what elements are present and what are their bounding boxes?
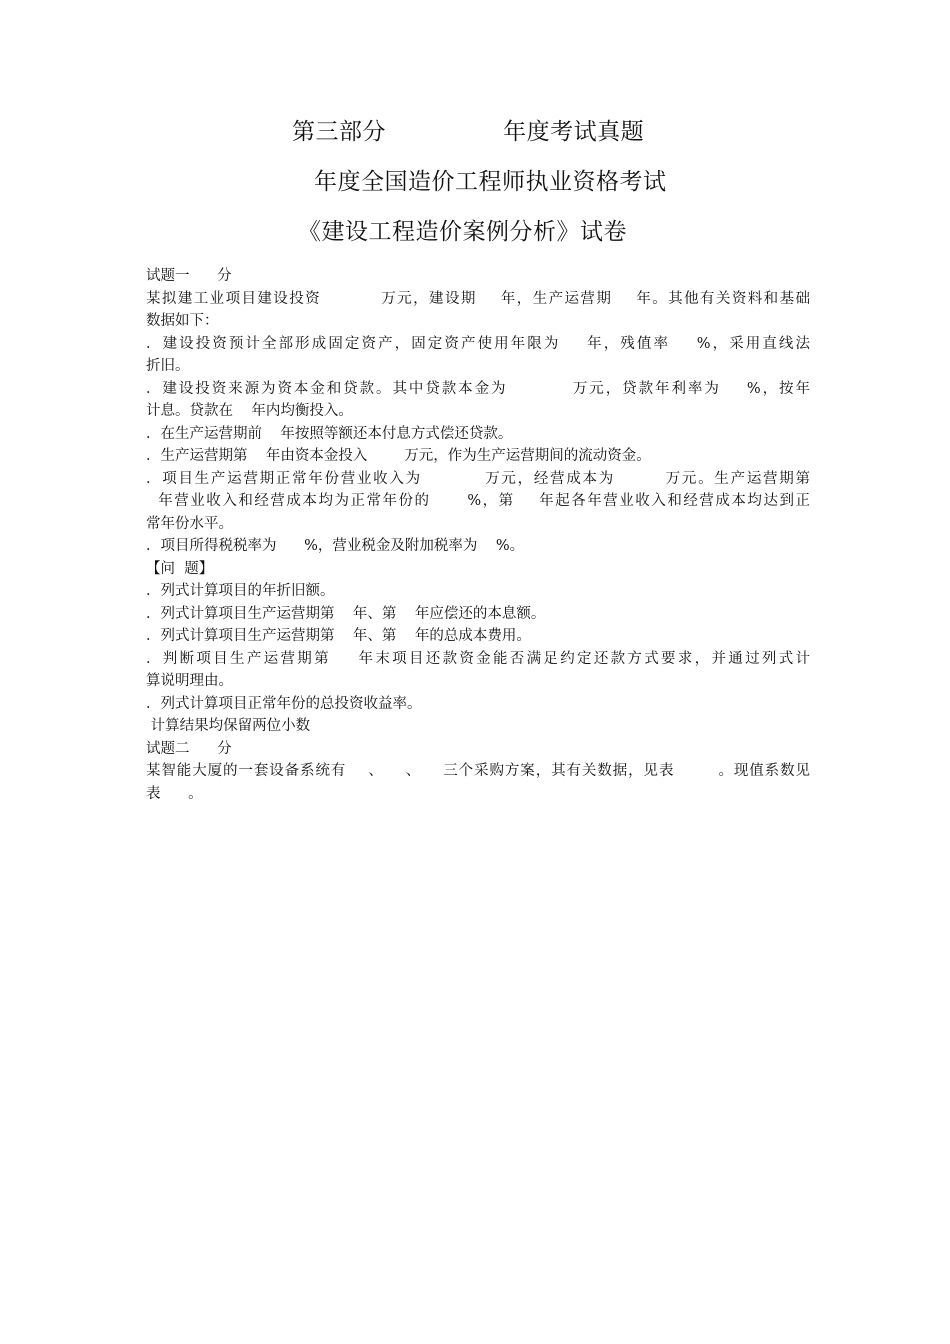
text-line: 计算结果均保留两位小数 [146,718,311,734]
section-title: 第三部分 年度考试真题 [292,119,645,145]
text-line: ．列式计算项目的年折旧额。 [146,583,335,599]
text-line: 数据如下： [146,313,219,329]
paper-title: 《建设工程造价案例分析》试卷 [298,219,627,245]
text-line: 计息。贷款在 年内均衡投入。 [146,403,353,419]
text-line: 折旧。 [146,358,190,374]
text-line: 【问 题】 [146,560,214,577]
text-line: 常年份水平。 [146,515,233,532]
text-line: 算说明理由。 [146,673,233,689]
text-line: ．项目生产运营期正常年份营业收入为 万元，经营成本为 万元。生产运营期第 [146,470,810,487]
exam-title: 年度全国造价工程师执业资格考试 [314,169,667,195]
text-line: 年营业收入和经营成本均为正常年份的 %，第 年起各年营业收入和经营成本均达到正 [146,493,810,509]
text-line: 某拟建工业项目建设投资 万元，建设期 年，生产运营期 年。其他有关资料和基础 [146,290,810,307]
text-line: 表 。 [146,785,203,802]
text-line: 试题一 分 [146,268,232,284]
text-line: ．列式计算项目生产运营期第 年、第 年应偿还的本息额。 [146,605,546,622]
document-body [146,265,810,805]
text-line: ．列式计算项目生产运营期第 年、第 年的总成本费用。 [146,628,531,644]
text-line: ．生产运营期第 年由资本金投入 万元，作为生产运营期间的流动资金。 [146,448,651,464]
text-line: ．建设投资预计全部形成固定资产，固定资产使用年限为 年，残值率 %，采用直线法 [146,335,810,352]
text-line: ．判断项目生产运营期第 年末项目还款资金能否满足约定还款方式要求，并通过列式计 [146,650,810,667]
text-line: ．在生产运营期前 年按照等额还本付息方式偿还贷款。 [146,425,513,442]
text-line: ．项目所得税税率为 %，营业税金及附加税率为 %。 [146,538,525,554]
text-line: 试题二 分 [146,740,232,757]
text-line: ．建设投资来源为资本金和贷款。其中贷款本金为 万元，贷款年利率为 %，按年 [146,380,810,397]
text-line: 某智能大厦的一套设备系统有 、 、 三个采购方案，其有关数据，见表 。现值系数见 [146,763,810,779]
text-line: ．列式计算项目正常年份的总投资收益率。 [146,695,422,712]
